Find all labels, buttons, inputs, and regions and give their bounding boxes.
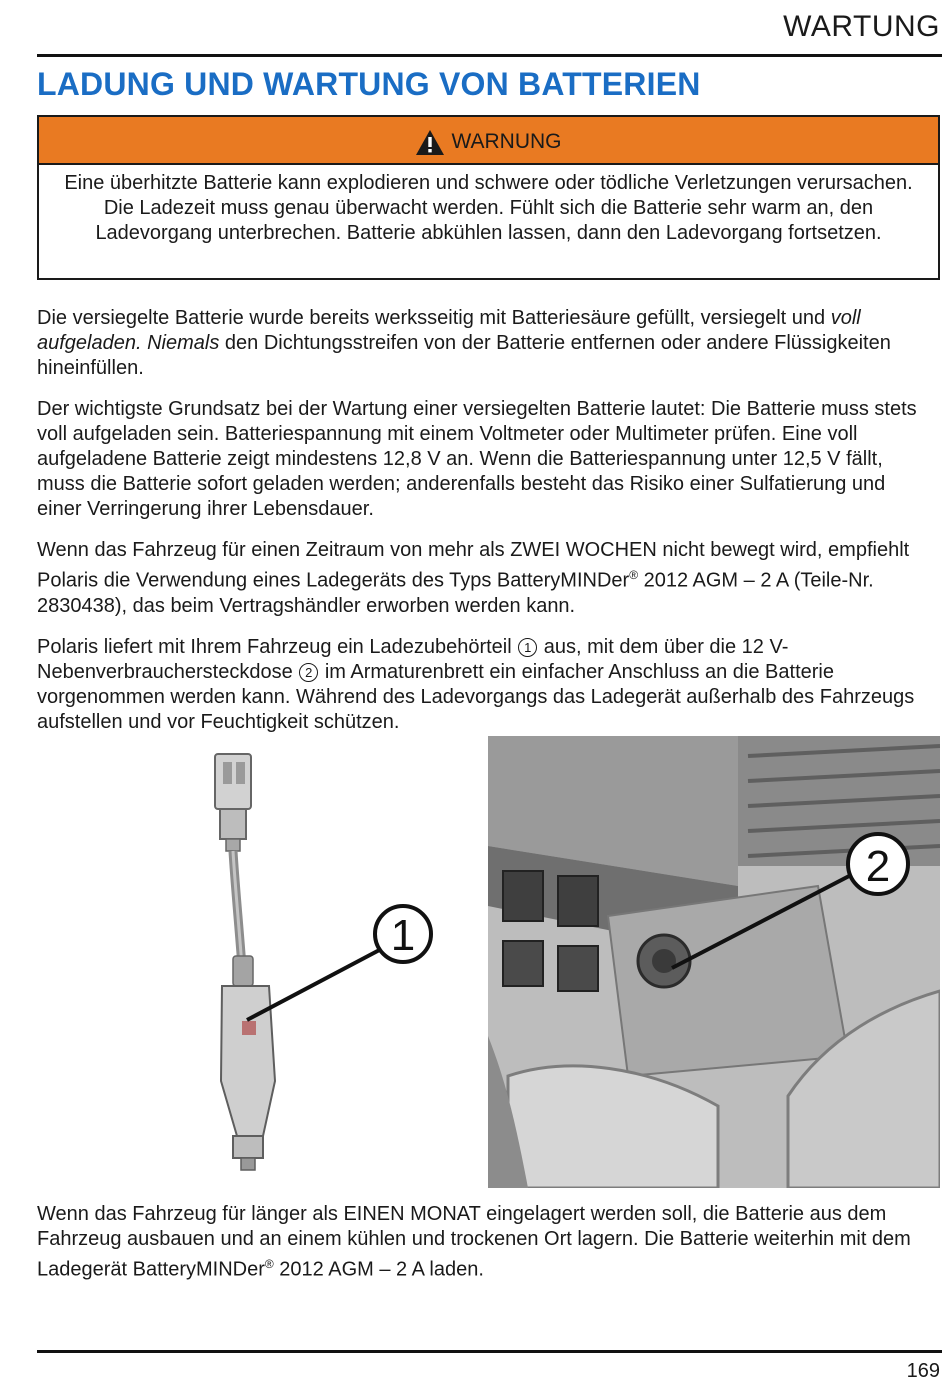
emphasis-text: voll aufgeladen. Niemals (37, 307, 861, 354)
paragraph-sealed-battery (37, 306, 932, 381)
registered-mark: ® (629, 568, 639, 582)
text-span: 2012 AGM – 2 A (Teile-Nr. 2830438), das beim Vertragshändler erworben werden kann. (37, 569, 874, 617)
text-span: den Dichtungsstreifen von der Batterie entfernen oder andere Flüssigkeiten hineinfüllen. (37, 332, 891, 379)
text-span: Polaris liefert mit Ihrem Fahrzeug ein Ladezubehörteil (37, 635, 518, 658)
paragraph-storage-one-month (37, 1202, 942, 1283)
warning-text: Eine überhitzte Batterie kann explodieren und schwere oder tödliche Verletzungen verursachen. Die Ladezeit muss genau überwacht werden. Fühlt sich die Batterie sehr warm an, den Ladevorgang unterbrechen. Batterie abkühlen lassen, dann den Ladevorgang fortsetzen. (64, 172, 913, 244)
figure (37, 736, 940, 1188)
text-span: Die versiegelte Batterie wurde bereits werksseitig mit Batteriesäure gefüllt, versiegelt und (37, 307, 831, 329)
warning-box (37, 115, 940, 280)
text-span: Wenn das Fahrzeug für einen Zeitraum von mehr als ZWEI WOCHEN nicht bewegt wird, empfiehlt Polaris die Verwendung eines Ladegeräts des Typs BatteryMINDer (37, 539, 910, 592)
body-text (37, 306, 932, 751)
charging-accessory-image (37, 736, 488, 1188)
header-divider (37, 54, 942, 57)
callout-1-label: 1 (390, 911, 416, 960)
paragraph-charging-accessory (37, 635, 932, 735)
paragraph-maintenance: Der wichtigste Grundsatz bei der Wartung einer versiegelten Batterie lautet: Die Batterie muss stets voll aufgeladen sein. Batteriespannung mit einem Voltmeter oder Multimeter prüfen. Eine voll aufgeladene Batterie zeigt mindestens 12,8 V an. Wenn die Batteriespannung unter 12,5 V fällt, muss die Batterie sofort geladen werden; anderenfalls besteht das Risiko einer Sulfatierung und einer Verringerung ihrer Lebensdauer. (37, 398, 917, 520)
callout-ref-2: 2 (299, 663, 318, 682)
warning-label: WARNUNG (451, 130, 562, 153)
warning-triangle-icon (415, 129, 445, 156)
warning-header (39, 117, 938, 165)
registered-mark: ® (264, 1257, 274, 1271)
paragraph-storage-two-weeks (37, 538, 932, 619)
footer-divider (37, 1350, 942, 1353)
page-title: LADUNG UND WARTUNG VON BATTERIEN (37, 66, 701, 102)
section-label: WARTUNG (783, 10, 940, 43)
page-number: 169 (906, 1360, 940, 1382)
text-span: 2012 AGM – 2 A laden. (273, 1258, 484, 1281)
text-span: aus, mit dem über die 12 V-Nebenverbrauchersteckdose (37, 635, 789, 683)
dashboard-socket-image (488, 736, 940, 1188)
callout-ref-1: 1 (518, 638, 537, 657)
callout-2-label: 2 (865, 842, 891, 891)
text-span: Wenn das Fahrzeug für länger als EINEN MONAT eingelagert werden soll, die Batterie aus dem Fahrzeug ausbauen und an einem kühlen und trockenen Ort lagern. Die Batterie weiterhin mit dem Ladegerät BatteryMINDer (37, 1203, 911, 1281)
text-span: im Armaturenbrett ein einfacher Anschluss an die Batterie vorgenommen werden kann. Während des Ladevorgangs das Ladegerät außerhalb des Fahrzeugs aufstellen und vor Feuchtigkeit schützen. (37, 660, 915, 733)
